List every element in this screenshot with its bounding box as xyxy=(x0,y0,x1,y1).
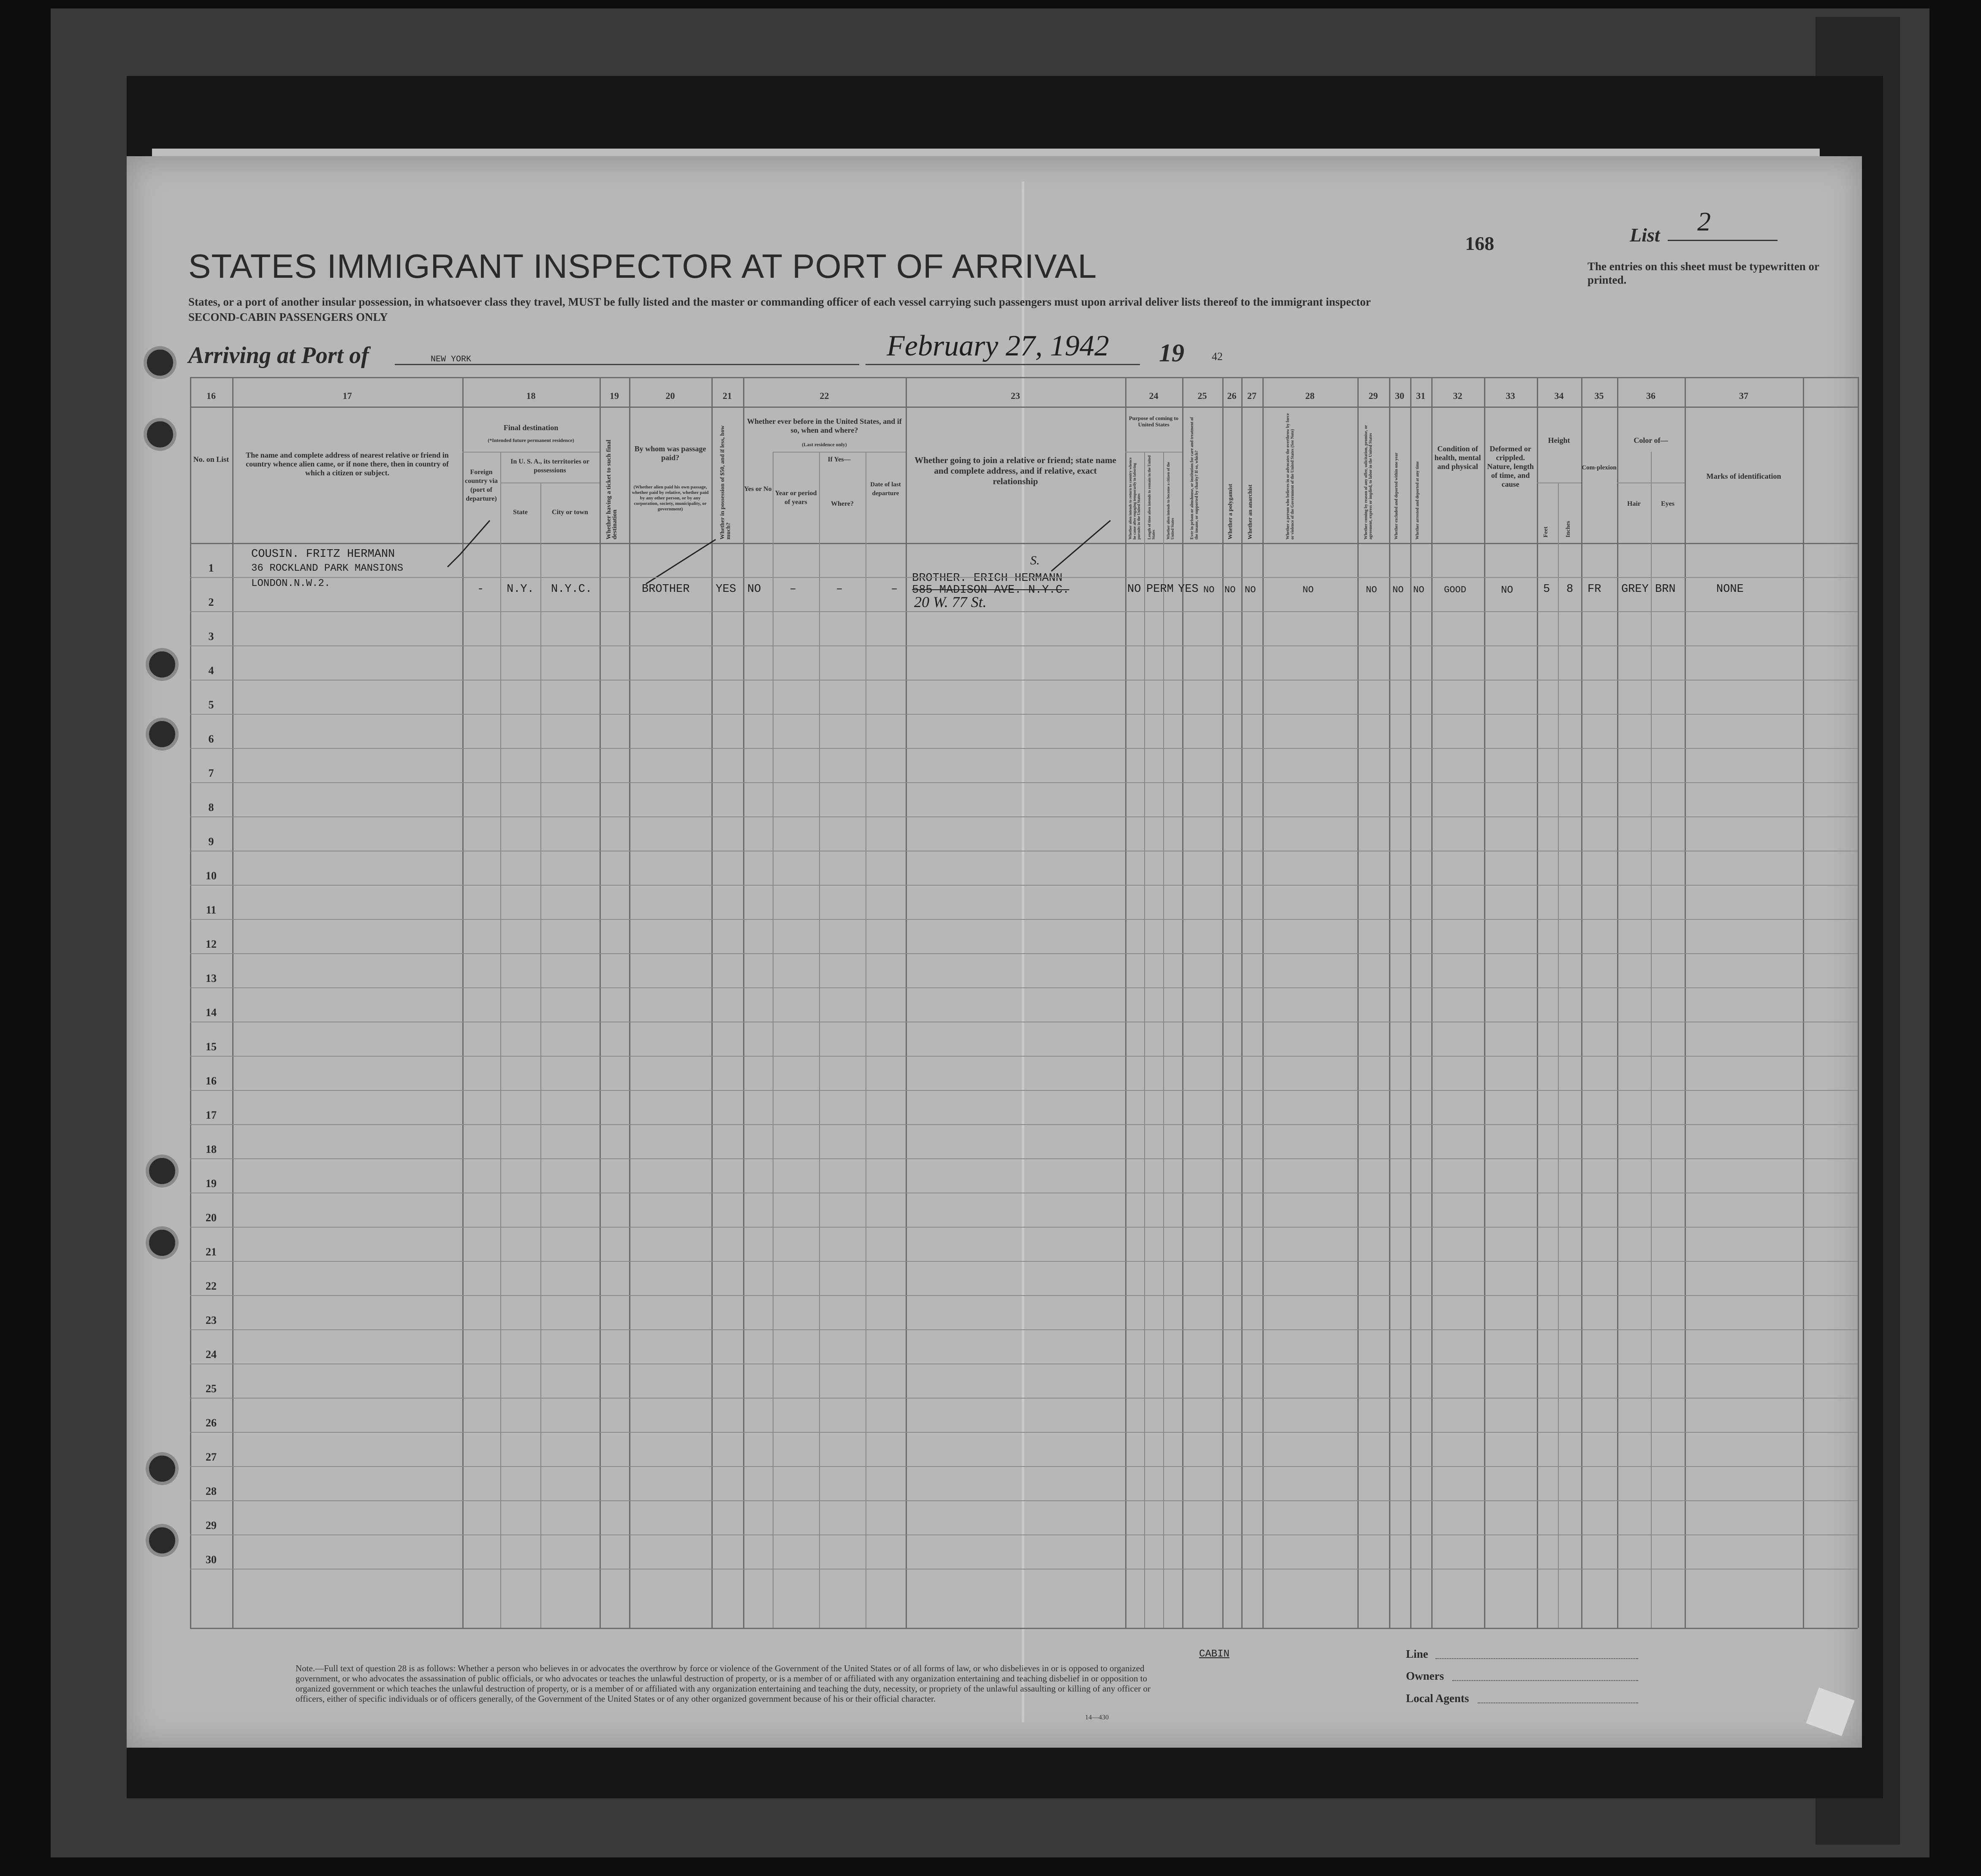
col-rule xyxy=(540,483,541,1628)
row-rule xyxy=(190,611,1858,612)
table-border xyxy=(190,1628,1858,1629)
binder-hole xyxy=(146,648,179,681)
header-passage-paid: By whom was passage paid? xyxy=(634,445,706,462)
header-final-destination-note: (*Intended future permanent residence) xyxy=(488,437,574,443)
relative-line-3: LONDON.N.W.2. xyxy=(251,578,331,589)
col-number: 33 xyxy=(1506,390,1515,401)
header-q30: Whether excluded and deported within one year xyxy=(1394,453,1399,539)
row-rule xyxy=(190,714,1858,715)
q30-value: NO xyxy=(1392,585,1404,595)
check-mark xyxy=(642,533,726,592)
check-mark xyxy=(1047,516,1115,575)
row-rule xyxy=(190,1569,1858,1570)
col-number: 24 xyxy=(1149,390,1159,401)
polygamist-value: NO xyxy=(1224,585,1236,595)
col-rule xyxy=(1262,377,1264,1628)
col-number: 34 xyxy=(1554,390,1564,401)
city-value: N.Y.C. xyxy=(551,583,592,596)
row-rule xyxy=(190,1500,1858,1501)
column-number-rule xyxy=(190,407,1858,408)
binder-hole xyxy=(146,1452,179,1485)
header-state: State xyxy=(513,509,528,516)
row-number: 10 xyxy=(206,870,217,882)
header-purpose-citizen: Whether alien intends to become a citizen of the United States xyxy=(1166,462,1175,539)
row-number: 5 xyxy=(208,699,214,711)
binder-hole xyxy=(146,718,179,751)
year-value: 42 xyxy=(1212,350,1223,363)
row-number: 9 xyxy=(208,835,214,848)
row-number: 24 xyxy=(206,1348,217,1361)
line-underline xyxy=(1436,1658,1638,1659)
health-value: GOOD xyxy=(1444,585,1466,595)
typewritten-note: The entries on this sheet must be typewritten or printed. xyxy=(1588,260,1819,286)
foreign-country-value: - xyxy=(477,583,484,596)
col-rule xyxy=(232,377,233,1628)
header-ever-before: Whether ever before in the United States, and if so, when and where? xyxy=(747,417,902,434)
list-underline xyxy=(1668,240,1777,241)
col-rule xyxy=(1537,377,1538,1628)
cabin-stamp: CABIN xyxy=(1199,1648,1230,1660)
join-handwritten-address: 20 W. 77 St. xyxy=(914,594,987,610)
complexion-value: FR xyxy=(1588,583,1601,596)
binder-hole xyxy=(144,346,176,379)
col-number: 27 xyxy=(1247,390,1256,401)
instructions-line: States, or a port of another insular possession, in whatsoever class they travel, MUST be fully listed and the master or commanding officer of each vessel carrying such passengers must upon arrival deliver lists thereof to the immigrant inspector xyxy=(188,295,1371,308)
col-number: 29 xyxy=(1368,390,1378,401)
row-number: 17 xyxy=(206,1109,217,1121)
col-rule xyxy=(1182,377,1183,1628)
row-number: 14 xyxy=(206,1006,217,1019)
owners-underline xyxy=(1452,1680,1638,1681)
row-rule xyxy=(190,782,1858,783)
header-no-on-list: No. on List xyxy=(193,455,229,464)
row-rule xyxy=(190,1329,1858,1330)
check-mark xyxy=(443,516,494,571)
header-hair: Hair xyxy=(1627,500,1641,507)
row-rule xyxy=(190,577,1858,578)
header-ticket: Whether having a ticket to such final destination xyxy=(605,439,618,539)
header-where: Where? xyxy=(831,500,854,507)
col-rule xyxy=(1389,377,1390,1628)
col-number: 18 xyxy=(526,390,536,401)
row-number: 28 xyxy=(206,1485,217,1497)
col-number: 21 xyxy=(722,390,732,401)
col-number: 20 xyxy=(665,390,675,401)
col-rule xyxy=(1803,377,1804,1628)
row-rule xyxy=(190,1090,1858,1091)
row-number: 2 xyxy=(208,596,214,608)
header-q28: Whether a person who believes in or advocates the overthrow by force or violence of the Government of the United States (See Note) xyxy=(1286,413,1295,539)
feet-value: 5 xyxy=(1543,583,1550,596)
header-purpose-length: Length of time alien intends to remain in the United States xyxy=(1147,455,1156,539)
header-bottom-rule xyxy=(190,543,1858,544)
col-rule xyxy=(1410,377,1411,1628)
row-rule xyxy=(190,919,1858,920)
header-sub-rule xyxy=(1125,452,1182,453)
header-last-residence: (Last residence only) xyxy=(802,442,847,447)
row-number: 15 xyxy=(206,1041,217,1053)
header-q31: Whether arrested and deported at any time xyxy=(1415,461,1420,539)
join-line-2: 585 MADISON AVE. N.Y.C. xyxy=(912,584,1069,596)
century-label: 19 xyxy=(1159,339,1184,367)
row-number: 8 xyxy=(208,801,214,813)
col-rule xyxy=(1651,452,1652,1628)
marks-value: NONE xyxy=(1716,583,1744,596)
page-title: STATES IMMIGRANT INSPECTOR AT PORT OF ARRIVAL xyxy=(188,247,1097,285)
binder-hole xyxy=(146,1226,179,1259)
passenger-class: SECOND-CABIN PASSENGERS ONLY xyxy=(188,311,388,323)
col-rule xyxy=(1685,377,1686,1628)
col-rule xyxy=(600,377,601,1628)
row-number: 26 xyxy=(206,1417,217,1429)
hair-value: GREY xyxy=(1621,583,1649,596)
header-possession-50: Whether in possession of $50, and if less, how much? xyxy=(719,425,732,539)
header-feet: Feet xyxy=(1543,526,1549,537)
row-number: 18 xyxy=(206,1143,217,1155)
row-number: 27 xyxy=(206,1451,217,1463)
col-number: 22 xyxy=(820,390,829,401)
row-rule xyxy=(190,816,1858,817)
local-agents-label: Local Agents xyxy=(1406,1692,1469,1705)
owners-label: Owners xyxy=(1406,1670,1444,1682)
header-sub-rule xyxy=(773,452,906,453)
col-number: 31 xyxy=(1416,390,1425,401)
row-number: 19 xyxy=(206,1177,217,1190)
col-rule xyxy=(1125,377,1126,1628)
row-rule xyxy=(190,1432,1858,1433)
col-rule xyxy=(629,377,630,1628)
row-number: 1 xyxy=(208,562,214,574)
row-number: 7 xyxy=(208,767,214,779)
relative-line-1: COUSIN. FRITZ HERMANN xyxy=(251,548,395,561)
row-rule xyxy=(190,1227,1858,1228)
line-label: Line xyxy=(1406,1648,1428,1660)
header-sub-rule xyxy=(462,452,600,453)
manifest-table xyxy=(190,377,1858,1628)
row-rule xyxy=(190,987,1858,988)
col-number: 19 xyxy=(610,390,619,401)
col-rule xyxy=(1357,377,1359,1628)
col-rule xyxy=(1222,377,1224,1628)
q31-value: NO xyxy=(1413,585,1425,595)
question-28-note: Note.—Full text of question 28 is as follows: Whether a person who believes in or advocates the overthrow by force or violence of the Government of the United States or of all forms of law, or who disbelieves in or is opposed to organized government, or who advocates the assassination of public officials, or who advocates or teaches the unlawful destruction of property, or is a member of or affiliated with any organization entertaining and teaching disbelief in or opposition to organized government or which teaches the unlawful destruction of property, or is a member of or affiliated with any organization entertaining and teaching the duty, necessity, or propriety of the unlawful assaulting or killing of any officer or officers, either of specific individuals or of officers generally, of the Government of the United States or of any other organized government because of his or their official character. xyxy=(296,1663,1151,1704)
date-last-value: – xyxy=(891,583,898,596)
binder-hole xyxy=(144,418,176,451)
row-number: 21 xyxy=(206,1246,217,1258)
header-foreign-country: Foreign country via (port of departure) xyxy=(465,469,498,502)
row-number: 13 xyxy=(206,972,217,984)
arriving-label: Arriving at Port of xyxy=(188,342,369,369)
col-number: 17 xyxy=(342,390,352,401)
row-rule xyxy=(190,1466,1858,1467)
where-value: – xyxy=(836,583,843,596)
join-correction: S. xyxy=(1030,553,1040,567)
header-marks: Marks of identification xyxy=(1706,472,1781,480)
header-deformed: Deformed or crippled. Nature, length of time, and cause xyxy=(1487,445,1534,488)
eyes-value: BRN xyxy=(1655,583,1676,596)
header-join-relative: Whether going to join a relative or friend; state name and complete address, and if relative, exact relationship xyxy=(915,455,1116,486)
row-number: 25 xyxy=(206,1383,217,1395)
binder-hole xyxy=(146,1524,179,1557)
row-rule xyxy=(190,1398,1858,1399)
ever-before-value: NO xyxy=(747,583,761,596)
length-stay-value: PERM xyxy=(1146,583,1174,596)
col-rule xyxy=(1163,452,1164,1628)
q28-value: NO xyxy=(1303,585,1314,595)
row-rule xyxy=(190,1534,1858,1535)
row-number: 20 xyxy=(206,1212,217,1224)
possession-value: YES xyxy=(716,583,736,596)
col-rule xyxy=(1431,377,1433,1628)
year-period-value: – xyxy=(790,583,797,596)
list-number: 2 xyxy=(1697,206,1711,236)
row-number: 22 xyxy=(206,1280,217,1292)
col-rule xyxy=(1241,377,1243,1628)
col-rule xyxy=(819,452,820,1628)
header-height: Height xyxy=(1548,436,1570,445)
header-in-usa: In U. S. A., its territories or possessions xyxy=(510,458,589,474)
anarchist-value: NO xyxy=(1245,585,1256,595)
col-rule xyxy=(1144,452,1145,1628)
col-rule xyxy=(1558,483,1559,1628)
row-rule xyxy=(190,1056,1858,1057)
header-complexion: Com-plexion xyxy=(1582,464,1617,471)
col-rule xyxy=(1484,377,1485,1628)
passage-paid-value: BROTHER xyxy=(642,583,690,596)
col-number: 37 xyxy=(1739,390,1748,401)
header-yes-or-no: Yes or No xyxy=(744,485,772,493)
col-number: 36 xyxy=(1646,390,1655,401)
header-q29: Whether coming by reason of any offer, solicitation, promise, or agreement, express or implied, to labor in the United States xyxy=(1364,425,1373,539)
state-value: N.Y. xyxy=(507,583,534,596)
inches-value: 8 xyxy=(1566,583,1574,596)
table-border xyxy=(190,377,1858,378)
header-prison: Ever in prison or almshouse, or institution for care and treatment of the insane, or supported by charity? If so, which? xyxy=(1190,417,1199,539)
row-rule xyxy=(190,1124,1858,1125)
citizen-value: YES xyxy=(1178,583,1199,596)
col-rule xyxy=(743,377,744,1628)
header-eyes: Eyes xyxy=(1661,500,1674,507)
col-number: 28 xyxy=(1305,390,1315,401)
q29-value: NO xyxy=(1366,585,1377,595)
header-date-last-departure: Date of last departure xyxy=(870,481,901,497)
col-rule xyxy=(1617,377,1618,1628)
list-label: List xyxy=(1630,224,1660,246)
header-final-destination: Final destination xyxy=(503,423,559,432)
col-rule xyxy=(500,452,501,1628)
row-number: 11 xyxy=(206,904,217,916)
col-number: 23 xyxy=(1011,390,1020,401)
col-number: 30 xyxy=(1395,390,1404,401)
row-number: 16 xyxy=(206,1075,217,1087)
header-nearest-relative: The name and complete address of nearest relative or friend in country whence alien came, or if none there, then in country of which a citizen or subject. xyxy=(246,451,449,477)
header-passage-paid-note: (Whether alien paid his own passage, whether paid by relative, whether paid by any other person, or by any corporation, society, municipality, or government) xyxy=(632,485,709,512)
port-value: NEW YORK xyxy=(431,355,472,364)
row-number: 4 xyxy=(208,664,214,677)
row-number: 30 xyxy=(206,1553,217,1566)
header-color-of: Color of— xyxy=(1634,436,1668,445)
header-inches: Inches xyxy=(1565,521,1571,537)
relative-line-2: 36 ROCKLAND PARK MANSIONS xyxy=(251,563,404,574)
row-rule xyxy=(190,1295,1858,1296)
return-value: NO xyxy=(1127,583,1141,596)
row-rule xyxy=(190,953,1858,954)
deformed-value: NO xyxy=(1501,585,1513,596)
col-number: 32 xyxy=(1453,390,1463,401)
header-anarchist: Whether an anarchist xyxy=(1247,484,1254,539)
header-city: City or town xyxy=(552,509,588,516)
arrival-date: February 27, 1942 xyxy=(887,330,1109,362)
date-underline xyxy=(866,364,1140,365)
col-number: 35 xyxy=(1594,390,1604,401)
row-number: 3 xyxy=(208,630,214,643)
col-rule xyxy=(1858,377,1859,1628)
row-number: 6 xyxy=(208,733,214,745)
form-number: 14—430 xyxy=(1085,1714,1109,1721)
header-purpose: Purpose of coming to United States xyxy=(1129,415,1179,428)
header-if-yes: If Yes— xyxy=(828,456,851,463)
local-agents-underline xyxy=(1478,1702,1638,1703)
row-rule xyxy=(190,1261,1858,1262)
row-number: 23 xyxy=(206,1314,217,1326)
col-rule xyxy=(1581,377,1582,1628)
row-number: 12 xyxy=(206,938,217,950)
row-rule xyxy=(190,1158,1858,1159)
col-rule xyxy=(906,377,907,1628)
binder-hole xyxy=(146,1155,179,1187)
sheet-number: 168 xyxy=(1465,233,1494,254)
col-number: 25 xyxy=(1197,390,1207,401)
prison-value: NO xyxy=(1203,585,1215,595)
header-year-period: Year or period of years xyxy=(775,490,817,506)
join-line-1: BROTHER. ERICH HERMANN xyxy=(912,572,1063,585)
row-rule xyxy=(190,645,1858,646)
header-polygamist: Whether a polygamist xyxy=(1227,484,1234,539)
header-condition: Condition of health, mental and physical xyxy=(1434,445,1481,471)
header-purpose-return: Whether alien intends to return to country whence he came after engaging temporarily in laboring pursuits in the United States xyxy=(1128,457,1141,539)
col-number: 26 xyxy=(1227,390,1237,401)
row-rule xyxy=(190,748,1858,749)
row-number: 29 xyxy=(206,1519,217,1532)
col-number: 16 xyxy=(206,390,216,401)
row-rule xyxy=(190,885,1858,886)
